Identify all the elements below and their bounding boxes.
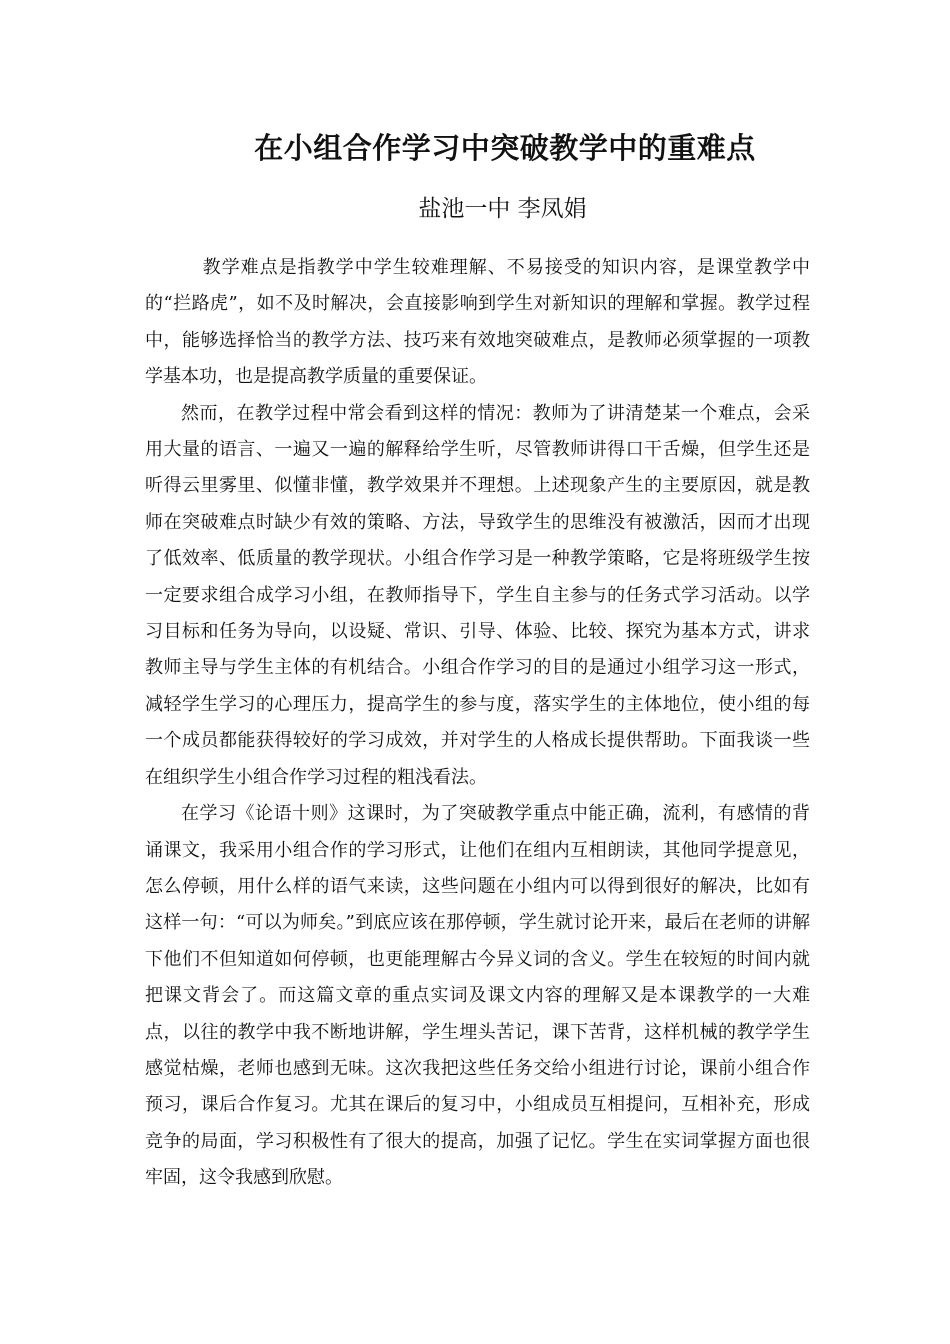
document-title: 在小组合作学习中突破教学中的重难点 [254, 131, 756, 165]
document-body [145, 250, 810, 1197]
author-line: 盐池一中 李凤娟 [418, 196, 587, 222]
paragraph-1: 教学难点是指教学中学生较难理解、不易接受的知识内容，是课堂教学中的“拦路虎”，如不及时解决，会直接影响到学生对新知识的理解和掌握。教学过程中，能够选择恰当的教学方法、技巧来有效地突破难点，是教师必须掌握的一项教学基本功，也是提高教学质量的重要保证。 [145, 257, 810, 388]
paragraph-3: 在学习《论语十则》这课时，为了突破教学重点中能正确，流利，有感情的背诵课文，我采用小组合作的学习形式，让他们在组内互相朗读，其他同学提意见，怎么停顿，用什么样的语气来读，这些问题在小组内可以得到很好的解决，比如有这样一句：“可以为师矣。”到底应该在那停顿，学生就讨论开来，最后在老师的讲解下他们不但知道如何停顿，也更能理解古今异义词的含义。学生在较短的时间内就把课文背会了。而这篇文章的重点实词及课文内容的理解又是本课教学的一大难点，以往的教学中我不断地讲解，学生埋头苦记，课下苦背，这样机械的教学学生感觉枯燥，老师也感到无味。这次我把这些任务交给小组进行讨论，课前小组合作预习，课后合作复习。尤其在课后的复习中，小组成员互相提问，互相补充，形成竞争的局面，学习积极性有了很大的提高，加强了记忆。学生在实词掌握方面也很牢固，这令我感到欣慰。 [145, 803, 810, 1189]
paragraph-2: 然而，在教学过程中常会看到这样的情况：教师为了讲清楚某一个难点，会采用大量的语言、一遍又一遍的解释给学生听，尽管教师讲得口干舌燥，但学生还是听得云里雾里、似懂非懂，教学效果并不理想。上述现象产生的主要原因，就是教师在突破难点时缺少有效的策略、方法，导致学生的思维没有被激活，因而才出现了低效率、低质量的教学现状。小组合作学习是一种教学策略，它是将班级学生按一定要求组合成学习小组，在教师指导下，学生自主参与的任务式学习活动。以学习目标和任务为导向，以设疑、常识、引导、体验、比较、探究为基本方式，讲求教师主导与学生主体的有机结合。小组合作学习的目的是通过小组学习这一形式，减轻学生学习的心理压力，提高学生的参与度，落实学生的主体地位，使小组的每一个成员都能获得较好的学习成效，并对学生的人格成长提供帮助。下面我谈一些在组织学生小组合作学习过程的粗浅看法。 [145, 402, 810, 788]
